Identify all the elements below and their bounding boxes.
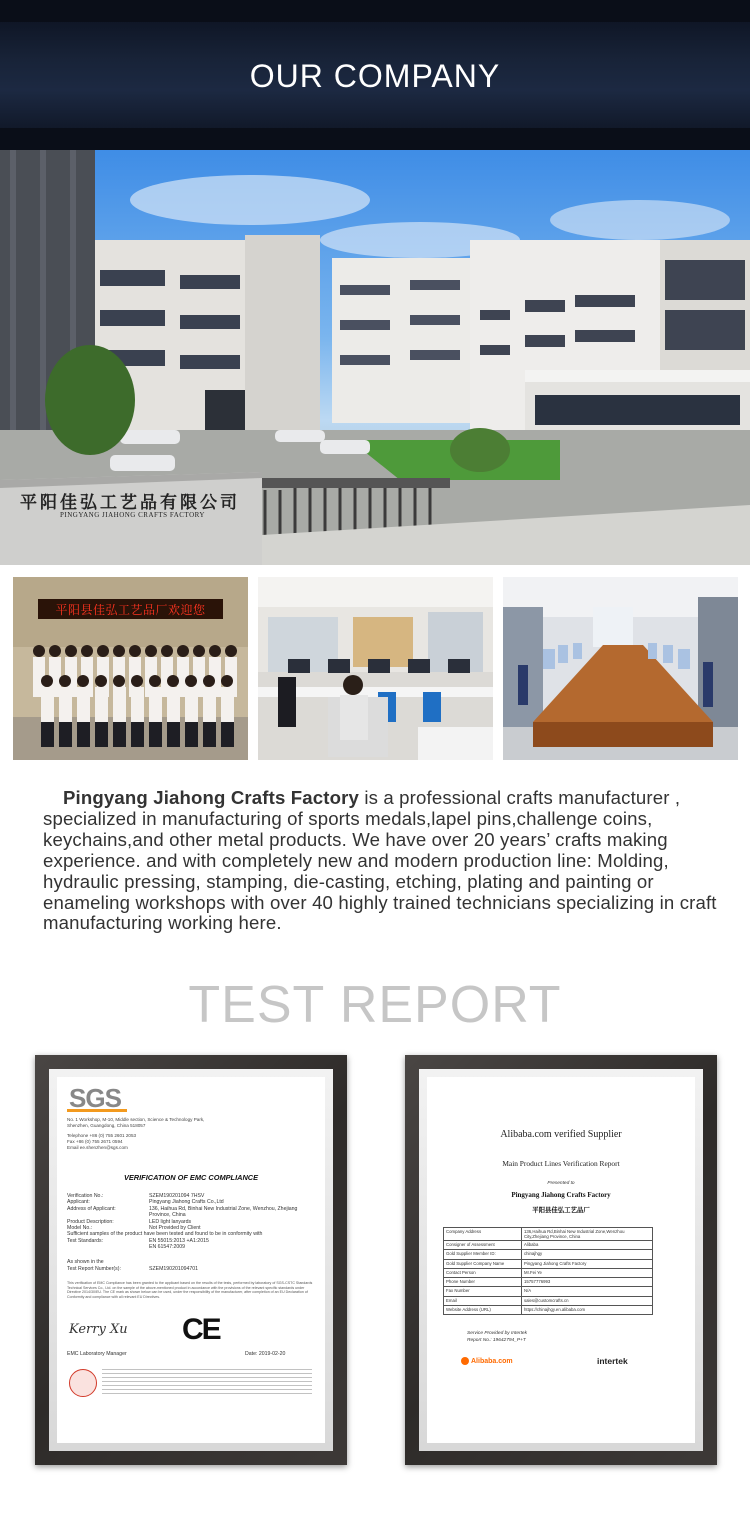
sgs-certificate — [57, 1077, 325, 1443]
sgs-certificate-frame — [35, 1055, 347, 1465]
report-number: Report No.: 19642794_P+T — [467, 1338, 526, 1343]
standards-label: Test Standards: — [67, 1238, 104, 1244]
sgs-logo-text: SGS — [69, 1083, 121, 1113]
sgs-address-line: Shenzhen, Guangdong, China 518057 — [67, 1122, 146, 1128]
factory-sign-chinese: 平阳佳弘工艺品有限公司 — [20, 493, 240, 513]
field-value: LED light lanyards — [149, 1218, 192, 1225]
field-value: 136, Haihua Rd, Binhai New Industrial Zone, Wenzhou, Zhejiang Province, China — [149, 1205, 298, 1219]
company-name: Pingyang Jiahong Crafts Factory — [63, 787, 360, 808]
alibaba-certificate-frame — [405, 1055, 717, 1465]
sgs-contact — [67, 1133, 136, 1150]
row-label: Company Address — [444, 1228, 522, 1241]
alibaba-logo-icon — [461, 1357, 469, 1365]
table-row — [444, 1259, 653, 1268]
field-label: Applicant: — [67, 1199, 90, 1206]
factory-sign-english: PINGYANG JIAHONG CRAFTS FACTORY — [60, 511, 205, 519]
row-value: sales@customcrafts.cn — [522, 1296, 653, 1305]
row-value: chinajhgy — [522, 1250, 653, 1259]
alibaba-subtitle: Main Product Lines Verification Report — [502, 1159, 620, 1168]
sgs-address — [67, 1117, 204, 1129]
row-value: Mr.Fei Ye — [522, 1268, 653, 1277]
row-value: 136,Haihua Rd,Binhai New Industrial Zone,Wenzhou City,Zhejiang Province, China — [522, 1228, 653, 1241]
field-value: SZEM190201094 7HSV — [149, 1193, 205, 1199]
field-value: Pingyang Jiahong Crafts Co.,Ltd — [149, 1199, 224, 1206]
table-row — [444, 1306, 653, 1315]
alibaba-logo-text: Alibaba.com — [471, 1357, 513, 1365]
row-value: N/A — [522, 1287, 653, 1296]
sgs-sufficient: Sufficient samples of the product have been tested and found to be in conformity with — [67, 1231, 263, 1237]
table-row — [444, 1268, 653, 1277]
field-label: Product Description: — [67, 1218, 114, 1225]
test-report-title: TEST REPORT — [188, 976, 562, 1034]
report-number-label: Test Report Number(s): — [67, 1266, 121, 1272]
presented-to: Presented to — [547, 1181, 575, 1186]
header-band-top — [0, 0, 750, 22]
sgs-seal — [69, 1369, 97, 1397]
service-provider: Service Provided by Intertek — [467, 1331, 527, 1336]
office-photo — [258, 577, 493, 760]
certified-company-en: Pingyang Jiahong Crafts Factory — [511, 1191, 611, 1199]
row-label: Phone Number — [444, 1278, 522, 1287]
welcome-banner: 平阳县佳弘工艺品厂欢迎您 — [55, 603, 206, 617]
field-label: Model No.: — [67, 1225, 93, 1232]
table-row — [444, 1241, 653, 1250]
table-row — [444, 1250, 653, 1259]
row-label: Fax Number — [444, 1287, 522, 1296]
sgs-fine-print: This verification of EMC Compliance has been granted to the applicant based on the results of the tests, performed by laboratory of SGS-CSTC Standards Technical Services Co., Ltd. on the sample of the above-mentioned product in accordance with the provisions of the relevant specific standards under Directive 2014/30/EU. The CE mark as shown below can be used, under the responsibility of the manufacturer, after completion of an EU Declaration of Conformity and compliance with all relevant EU Directives. — [67, 1281, 313, 1299]
alibaba-certificate — [427, 1077, 695, 1443]
sgs-field-labels — [67, 1193, 147, 1231]
row-label: Contact Person — [444, 1268, 522, 1277]
sgs-contact-line: Fax +86 (0) 755 2671 0594 — [67, 1138, 123, 1144]
sgs-field-values — [149, 1193, 299, 1231]
shown-in-label: As shown in the — [67, 1259, 104, 1265]
header-band-bottom — [0, 128, 750, 150]
row-value: 15757776993 — [522, 1278, 653, 1287]
team-photo — [13, 577, 248, 760]
sgs-contact-line: Email ee.shenzhen@sgs.com — [67, 1144, 128, 1150]
table-row — [444, 1296, 653, 1305]
row-value: Alibaba — [522, 1241, 653, 1250]
intertek-logo: intertek — [597, 1356, 628, 1366]
standard-item: EN 61547:2009 — [149, 1244, 186, 1251]
row-label: Website Address (URL) — [444, 1306, 522, 1315]
emc-title: VERIFICATION OF EMC COMPLIANCE — [123, 1173, 259, 1182]
sgs-address-line: No. 1 Workshop, M-10, Middle section, Science & Technology Park, — [67, 1117, 205, 1122]
row-label: Consigner of Assessment — [444, 1241, 522, 1250]
table-row — [444, 1278, 653, 1287]
table-row — [444, 1228, 653, 1241]
field-value: Not Provided by Client — [149, 1225, 201, 1232]
supplier-details-table — [443, 1227, 653, 1315]
factory-photo — [0, 150, 750, 565]
sgs-contact-line: Telephone +86 (0) 755 2601 2053 — [67, 1133, 137, 1138]
row-label: Gold Supplier Company Name — [444, 1259, 522, 1268]
standard-item: EN 55015:2013 +A1:2015 — [149, 1238, 209, 1244]
signer-title: EMC Laboratory Manager — [67, 1351, 127, 1357]
page-header — [0, 0, 750, 150]
alibaba-logo — [461, 1357, 513, 1365]
field-label: Verification No.: — [67, 1193, 104, 1199]
certified-company-cn: 平阳县佳弘工艺品厂 — [532, 1207, 590, 1214]
row-value: https://chinajhgy.en.alibaba.com — [522, 1306, 653, 1315]
ce-mark: CE — [182, 1313, 220, 1346]
sgs-footer-lines — [102, 1369, 312, 1397]
signature: Kerry Xu — [69, 1322, 128, 1337]
row-label: Gold Supplier Member ID: — [444, 1250, 522, 1259]
alibaba-title: Alibaba.com verified Supplier — [500, 1129, 622, 1140]
page-title: OUR COMPANY — [249, 58, 501, 94]
row-value: Pingyang Jiahong Crafts Factory — [522, 1259, 653, 1268]
company-intro — [43, 788, 723, 934]
row-label: Email — [444, 1296, 522, 1305]
certificate-date: Date: 2019-02-20 — [245, 1351, 286, 1357]
company-description: is a professional crafts manufacturer , specialized in manufacturing of sports medals,lapel pins,challenge coins, keychains,and other metal products. We have over 20 years’ crafts making experience. and with completely new and modern production line: Molding, hydraulic pressing, stamping, die-casting, etching, plating and painting or enameling workshops with over 40 highly trained technicians specializing in craft manufacturing working here. — [43, 787, 717, 934]
field-label: Address of Applicant: — [67, 1205, 116, 1212]
standards-list — [149, 1238, 299, 1251]
sgs-logo — [67, 1085, 127, 1113]
meeting-room-photo — [503, 577, 738, 760]
report-number: SZEM190201094701 — [149, 1266, 199, 1272]
table-row — [444, 1287, 653, 1296]
